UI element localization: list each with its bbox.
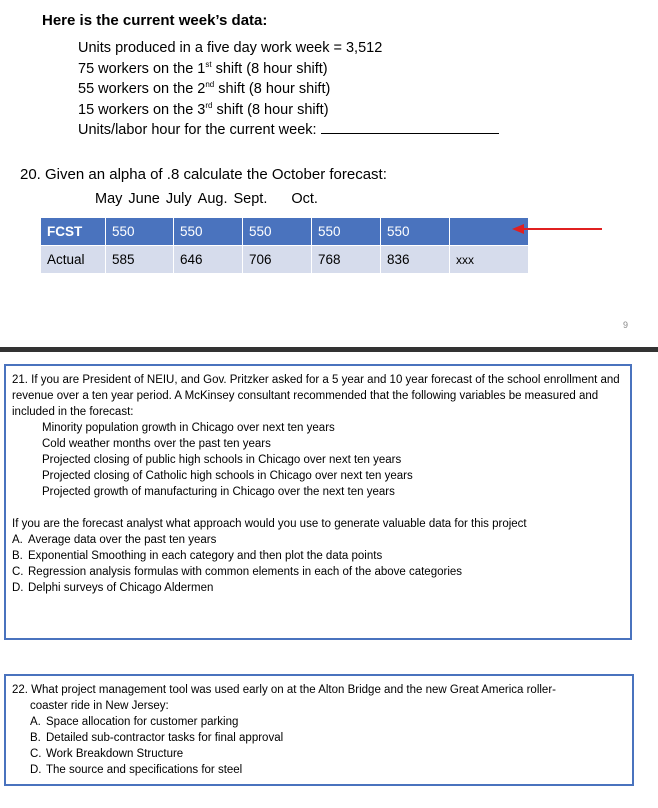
question-22-text: 22. What project management tool was used early on at the Alton Bridge and the new Great America roller- <box>12 684 556 696</box>
option-c[interactable]: C. Regression analysis formulas with common elements in each of the above categories <box>12 566 463 578</box>
shift-1-line: 75 workers on the 1st shift (8 hour shift) <box>78 59 328 77</box>
left-arrow-icon <box>512 222 604 236</box>
question-20: 20. Given an alpha of .8 calculate the October forecast: <box>20 166 387 183</box>
fcst-cell: 550 <box>174 218 243 246</box>
month-label: May <box>95 191 123 207</box>
answer-options <box>12 714 632 778</box>
actual-label: Actual <box>41 246 106 274</box>
actual-cell: 706 <box>243 246 312 274</box>
fcst-row <box>41 218 529 246</box>
question-22-text-cont: coaster ride in New Jersey: <box>30 700 169 712</box>
actual-cell: 768 <box>312 246 381 274</box>
question-21-box <box>4 364 632 640</box>
shift-2-line: 55 workers on the 2nd shift (8 hour shift) <box>78 80 331 97</box>
variable-item: Projected closing of Catholic high schools in Chicago over next ten years <box>42 470 413 482</box>
option-a[interactable]: A. Average data over the past ten years <box>12 534 217 546</box>
answer-options <box>12 532 630 596</box>
option-d[interactable]: D. Delphi surveys of Chicago Aldermen <box>12 582 214 594</box>
variable-item: Projected growth of manufacturing in Chicago over the next ten years <box>42 486 395 498</box>
month-label: Oct. <box>291 191 318 207</box>
fcst-cell: 550 <box>312 218 381 246</box>
question-22-box <box>4 674 634 786</box>
fcst-label: FCST <box>41 218 106 246</box>
answer-blank[interactable] <box>321 121 499 134</box>
labor-hour-line: Units/labor hour for the current week: <box>78 120 499 141</box>
units-produced-line: Units produced in a five day work week = 3,512 <box>78 40 383 56</box>
actual-cell: 836 <box>381 246 450 274</box>
variable-item: Cold weather months over the past ten years <box>42 438 271 450</box>
option-a[interactable]: A. Space allocation for customer parking <box>30 716 239 728</box>
variable-list <box>12 420 630 500</box>
actual-row <box>41 246 529 274</box>
week-data-list <box>78 38 499 141</box>
variable-item: Projected closing of public high schools in Chicago over next ten years <box>42 454 402 466</box>
option-d[interactable]: D. The source and specifications for steel <box>30 764 243 776</box>
option-c[interactable]: C. Work Breakdown Structure <box>30 748 184 760</box>
fcst-cell: 550 <box>243 218 312 246</box>
month-label: June <box>128 191 160 207</box>
actual-cell: 646 <box>174 246 243 274</box>
actual-cell-october: xxx <box>450 246 529 274</box>
month-label: Aug. <box>197 191 228 207</box>
forecast-table <box>40 217 529 274</box>
question-21-prompt: If you are the forecast analyst what approach would you use to generate valuable data for this project <box>12 518 527 530</box>
question-21-text: 21. If you are President of NEIU, and Gov. Pritzker asked for a 5 year and 10 year forecast of the school enrollment and revenue over a ten year period. A McKinsey consultant recommended that the following variables be measured and included in the forecast: <box>12 374 620 418</box>
actual-cell: 585 <box>106 246 174 274</box>
week-data-heading: Here is the current week’s data: <box>42 12 268 29</box>
slide-divider <box>0 347 658 352</box>
month-labels <box>95 191 324 207</box>
shift-3-line: 15 workers on the 3rd shift (8 hour shift) <box>78 100 329 118</box>
option-b[interactable]: B. Detailed sub-contractor tasks for final approval <box>30 732 284 744</box>
month-label: July <box>165 191 192 207</box>
variable-item: Minority population growth in Chicago over next ten years <box>42 422 335 434</box>
fcst-cell: 550 <box>381 218 450 246</box>
page-number: 9 <box>622 320 628 330</box>
option-b[interactable]: B. Exponential Smoothing in each category and then plot the data points <box>12 550 383 562</box>
month-label: Sept. <box>233 191 268 207</box>
fcst-cell: 550 <box>106 218 174 246</box>
